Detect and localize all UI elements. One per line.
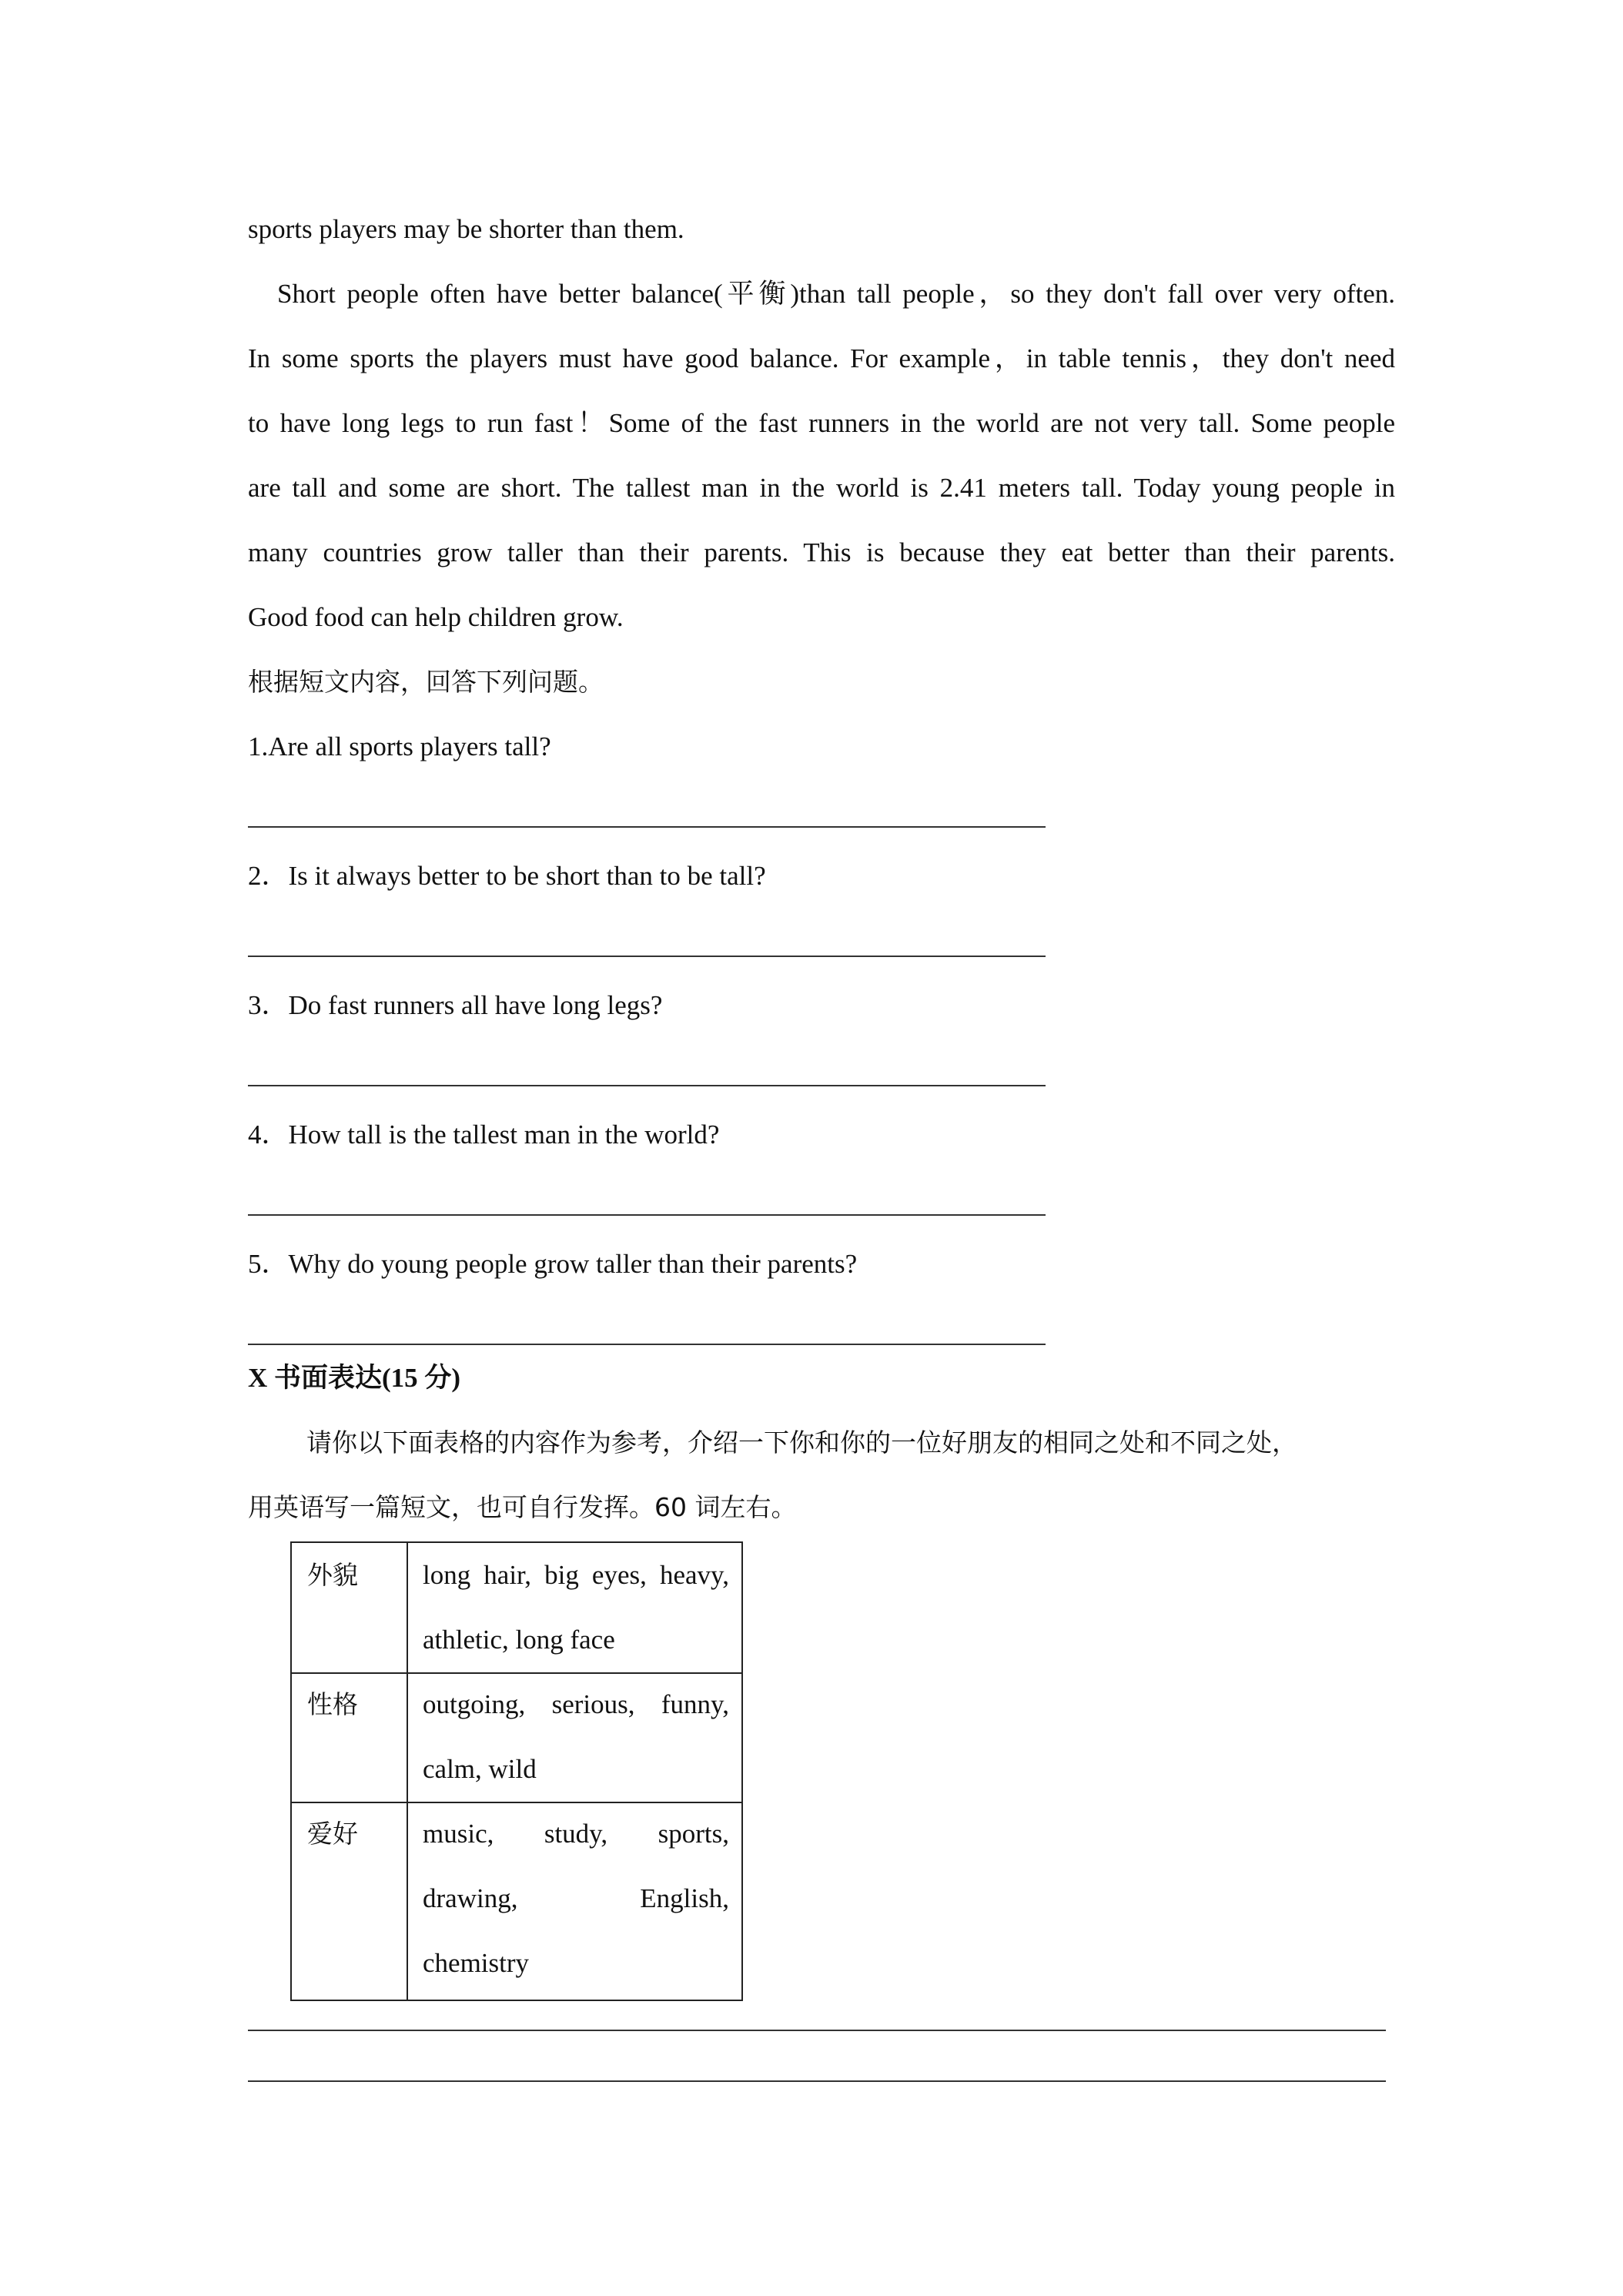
table-cell-line: chemistry — [423, 1948, 530, 1978]
answer-line-3[interactable] — [248, 1085, 1046, 1086]
table-cell-line: outgoing, serious, funny, — [423, 1689, 729, 1719]
passage-line-2: Short people often have better balance(平衡)than tall people，so they don't fall over very often. — [277, 279, 1395, 309]
passage-line-6: many countries grow taller than their parents. This is because they eat better than their parents. — [248, 537, 1395, 567]
table-label-hobbies: 爱好 — [307, 1819, 358, 1849]
reference-table — [290, 1541, 743, 2001]
table-label-personality: 性格 — [307, 1689, 358, 1719]
instruction-text: 根据短文内容，回答下列问题。 — [248, 667, 604, 697]
table-cell-line: drawing, English, — [423, 1883, 729, 1913]
passage-line-5: are tall and some are short. The tallest man in the world is 2.41 meters tall. Today young people in — [248, 473, 1395, 503]
table-cell-line: calm, wild — [423, 1754, 537, 1784]
section-heading — [248, 1361, 460, 1395]
writing-prompt-line-1: 请你以下面表格的内容作为参考，介绍一下你和你的一位好朋友的相同之处和不同之处， — [306, 1427, 1297, 1458]
table-column-divider — [407, 1543, 408, 2000]
table-label-appearance: 外貌 — [307, 1560, 358, 1590]
table-row-divider-2 — [292, 1802, 741, 1803]
table-cell-personality — [423, 1688, 729, 1786]
table-cell-line: athletic, long face — [423, 1625, 615, 1655]
question-4: 4．How tall is the tallest man in the world? — [248, 1120, 720, 1150]
question-2: 2．Is it always better to be short than to be tall? — [248, 861, 766, 891]
passage-line-3: In some sports the players must have good balance. For example，in table tennis，they don't need — [248, 343, 1395, 373]
answer-line-5[interactable] — [248, 1344, 1046, 1345]
writing-line-2[interactable] — [248, 2080, 1386, 2082]
writing-prompt-line-2: 用英语写一篇短文，也可自行发挥。60 词左右。 — [248, 1492, 797, 1522]
question-5: 5．Why do young people grow taller than their parents? — [248, 1249, 858, 1279]
answer-line-4[interactable] — [248, 1214, 1046, 1216]
passage-line-4: to have long legs to run fast！Some of the fast runners in the world are not very tall. Some people — [248, 408, 1395, 438]
table-cell-hobbies — [423, 1817, 729, 1980]
writing-line-1[interactable] — [248, 2030, 1386, 2031]
section-heading-text: X 书面表达(15 分) — [248, 1363, 461, 1393]
answer-line-1[interactable] — [248, 826, 1046, 828]
table-cell-line: music, study, sports, — [423, 1819, 729, 1849]
table-cell-appearance — [423, 1558, 729, 1657]
passage-line-7: Good food can help children grow. — [248, 602, 624, 632]
answer-line-2[interactable] — [248, 956, 1046, 957]
table-row-divider-1 — [292, 1672, 741, 1674]
passage-line-1: sports players may be shorter than them. — [248, 214, 684, 244]
question-3: 3．Do fast runners all have long legs? — [248, 990, 663, 1020]
table-cell-line: long hair, big eyes, heavy, — [423, 1560, 729, 1590]
question-1: 1.Are all sports players tall? — [248, 731, 551, 761]
